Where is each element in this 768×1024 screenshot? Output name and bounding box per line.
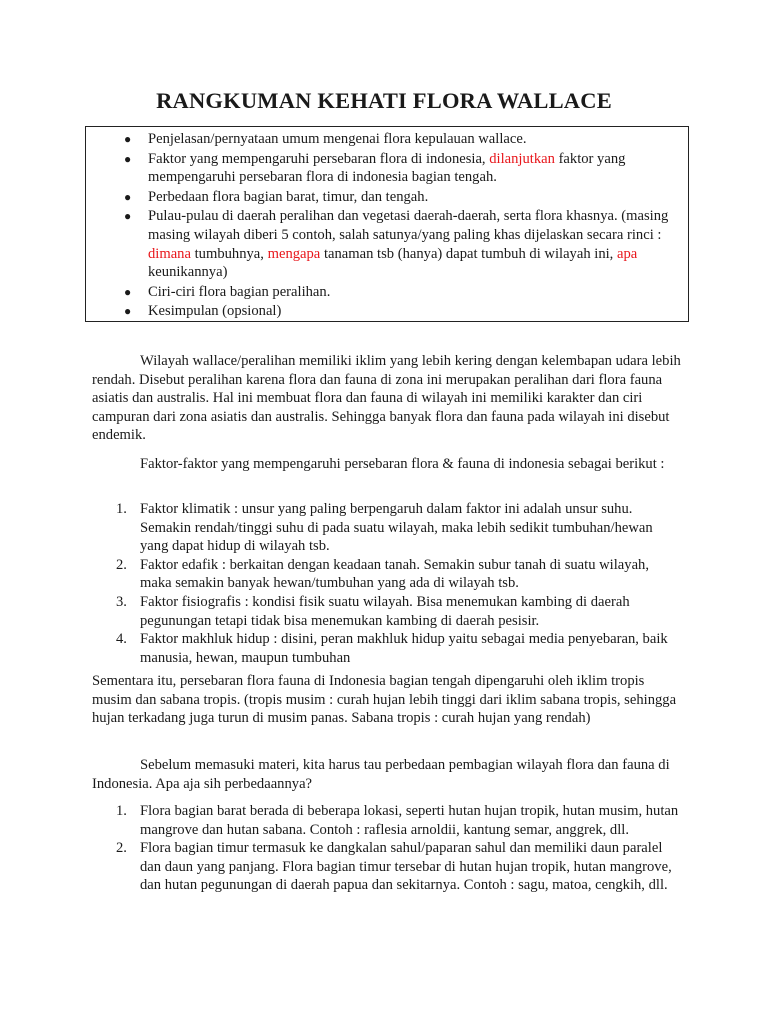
paragraph-regions-intro: Sebelum memasuki materi, kita harus tau perbedaan pembagian wilayah flora dan fauna di Indonesia. Apa aja sih perbedaannya? (92, 757, 670, 792)
summary-item (86, 283, 688, 302)
summary-item (86, 130, 688, 149)
factor-text: Faktor fisiografis : kondisi fisik suatu wilayah. Bisa menemukan kambing di daerah pegunungan tetapi tidak bisa menemukan kambing di daerah pesisir. (140, 593, 630, 629)
list-number: 2. (116, 840, 127, 857)
factors-list (92, 500, 684, 667)
bullet-icon: ● (124, 132, 132, 146)
factor-item (92, 500, 684, 556)
bullet-icon: ● (124, 151, 132, 166)
summary-item-text: tumbuhnya, (194, 245, 264, 262)
region-item (92, 802, 684, 839)
highlight-text: apa (616, 245, 638, 262)
factor-item (92, 630, 684, 667)
summary-item (86, 207, 688, 281)
bullet-icon: ● (124, 189, 132, 204)
summary-item-text: Perbedaan flora bagian barat, timur, dan tengah. (148, 188, 429, 205)
highlight-text: dimana (148, 245, 191, 262)
bullet-icon: ● (124, 209, 132, 224)
regions-list (92, 802, 684, 895)
factor-item (92, 593, 684, 630)
list-number: 1. (116, 501, 127, 517)
document-title: RANGKUMAN KEHATI FLORA WALLACE (156, 88, 612, 113)
region-text: Flora bagian barat berada di beberapa lokasi, seperti hutan hujan tropik, hutan musim, hutan mangrove dan hutan sabana. Contoh : raflesia arnoldii, kantung semar, anggrek, dll. (140, 803, 679, 838)
bullet-icon: ● (124, 304, 132, 319)
region-text: Flora bagian timur termasuk ke dangkalan sahul/paparan sahul dan memiliki daun paralel dan daun yang panjang. Flora bagian timur tersebar di hutan hujan tropik, hutan mangrove, dan hutan pegunungan di daerah papua dan sekitarnya. Contoh : sagu, matoa, cengkih, dll. (140, 840, 672, 894)
highlight-text: mengapa (267, 245, 321, 262)
list-number: 2. (116, 556, 127, 573)
list-number: 1. (116, 803, 127, 819)
list-number: 4. (116, 631, 127, 648)
summary-list (86, 130, 688, 321)
summary-item-text: tanaman tsb (hanya) dapat tumbuh di wilayah ini, (323, 245, 614, 262)
summary-item-text: Ciri-ciri flora bagian peralihan. (148, 283, 331, 300)
factor-text: Faktor makhluk hidup : disini, peran makhluk hidup yaitu sebagai media penyebaran, baik manusia, hewan, maupun tumbuhan (140, 631, 668, 666)
summary-item (86, 150, 688, 187)
summary-box (85, 126, 689, 322)
summary-item (86, 302, 688, 321)
summary-item-text: faktor yang mempengaruhi persebaran flora di indonesia bagian tengah. (148, 150, 626, 186)
summary-item-text: Pulau-pulau di daerah peralihan dan vegetasi daerah-daerah, serta flora khasnya. (masing masing wilayah diberi 5 contoh, salah satunya/yang paling khas dijelaskan secara rinci : (148, 208, 669, 243)
summary-item-text: Penjelasan/pernyataan umum mengenai flora kepulauan wallace. (148, 131, 527, 147)
list-number: 3. (116, 593, 127, 610)
summary-item (86, 188, 688, 207)
bullet-icon: ● (124, 284, 132, 299)
factor-item (92, 556, 684, 593)
paragraph-central-climate: Sementara itu, persebaran flora fauna di Indonesia bagian tengah dipengaruhi oleh iklim tropis musim dan sabana tropis. (tropis musim : curah hujan lebih tinggi dari iklim sabana tropis, sehingga hujan terkadang juga turun di musim panas. Sabana tropis : curah hujan yang rendah) (92, 673, 677, 727)
paragraph-factors-intro: Faktor-faktor yang mempengaruhi persebaran flora & fauna di indonesia sebagai berikut : (140, 456, 665, 472)
factor-text: Faktor klimatik : unsur yang paling berpengaruh dalam faktor ini adalah unsur suhu. Semakin rendah/tinggi suhu di pada suatu wilayah, maka lebih sedikit tumbuhan/hewan yang dapat hidup di wilayah tsb. (140, 501, 653, 555)
paragraph-wallace: Wilayah wallace/peralihan memiliki iklim yang lebih kering dengan kelembapan udara lebih rendah. Disebut peralihan karena flora dan fauna di zona ini merupakan peralihan dari flora fauna asiatis dan australis. Hal ini membuat flora dan fauna di wilayah ini memiliki karakter dan ciri campuran dari zona asiatis dan australis. Sehingga banyak flora dan fauna pada wilayah ini disebut endemik. (92, 353, 681, 444)
summary-item-text: keunikannya) (148, 264, 228, 281)
factor-text: Faktor edafik : berkaitan dengan keadaan tanah. Semakin subur tanah di suatu wilayah, maka semakin banyak hewan/tumbuhan yang ada di wilayah tsb. (140, 556, 649, 592)
highlight-text: dilanjutkan (489, 150, 555, 167)
region-item (92, 839, 684, 895)
summary-item-text: Kesimpulan (opsional) (148, 303, 282, 320)
summary-item-text: Faktor yang mempengaruhi persebaran flora di indonesia, (148, 150, 486, 167)
